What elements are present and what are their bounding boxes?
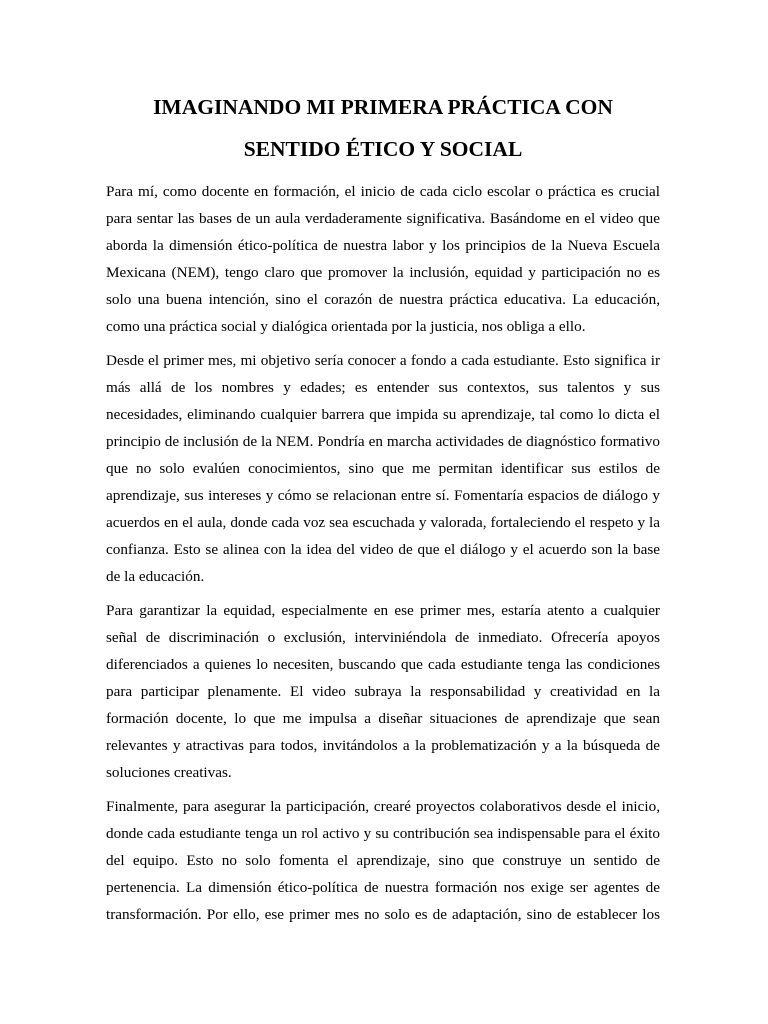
title-line-2: SENTIDO ÉTICO Y SOCIAL [243,137,523,161]
paragraph-4: Finalmente, para asegurar la participación, crearé proyectos colaborativos desde el inicio, donde cada estudiante tenga un rol activo y su contribución sea indispensable para el éxito del equipo. Esto no solo fomenta el aprendizaje, sino que construye un sentido de pertenencia. La dimensión ético-política de nuestra formación nos exige ser agentes de transformación. Por ello, ese primer mes no solo es de adaptación, sino de establecer los [106,798,660,923]
document-body [106,178,660,928]
document-title [106,86,660,170]
paragraph-2: Desde el primer mes, mi objetivo sería conocer a fondo a cada estudiante. Esto significa ir más allá de los nombres y edades; es entender sus contextos, sus talentos y sus necesidades, eliminando cualquier barrera que impida su aprendizaje, tal como lo dicta el principio de inclusión de la NEM. Pondría en marcha actividades de diagnóstico formativo que no solo evalúen conocimientos, sino que me permitan identificar sus estilos de aprendizaje, sus intereses y cómo se relacionan entre sí. Fomentaría espacios de diálogo y acuerdos en el aula, donde cada voz sea escuchada y valorada, fortaleciendo el respeto y la confianza. Esto se alinea con la idea del video de que el diálogo y el acuerdo son la base de la educación. [106,352,660,585]
paragraph-1: Para mí, como docente en formación, el inicio de cada ciclo escolar o práctica es crucial para sentar las bases de un aula verdaderamente significativa. Basándome en el video que aborda la dimensión ético-política de nuestra labor y los principios de la Nueva Escuela Mexicana (NEM), tengo claro que promover la inclusión, equidad y participación no es solo una buena intención, sino el corazón de nuestra práctica educativa. La educación, como una práctica social y dialógica orientada por la justicia, nos obliga a ello. [106,183,660,335]
paragraph-3: Para garantizar la equidad, especialmente en ese primer mes, estaría atento a cualquier señal de discriminación o exclusión, interviniéndola de inmediato. Ofrecería apoyos diferenciados a quienes lo necesiten, buscando que cada estudiante tenga las condiciones para participar plenamente. El video subraya la responsabilidad y creatividad en la formación docente, lo que me impulsa a diseñar situaciones de aprendizaje que sean relevantes y atractivas para todos, invitándolos a la problematización y a la búsqueda de soluciones creativas. [106,602,660,781]
document-page [106,86,660,935]
title-line-1: IMAGINANDO MI PRIMERA PRÁCTICA CON [153,95,613,119]
